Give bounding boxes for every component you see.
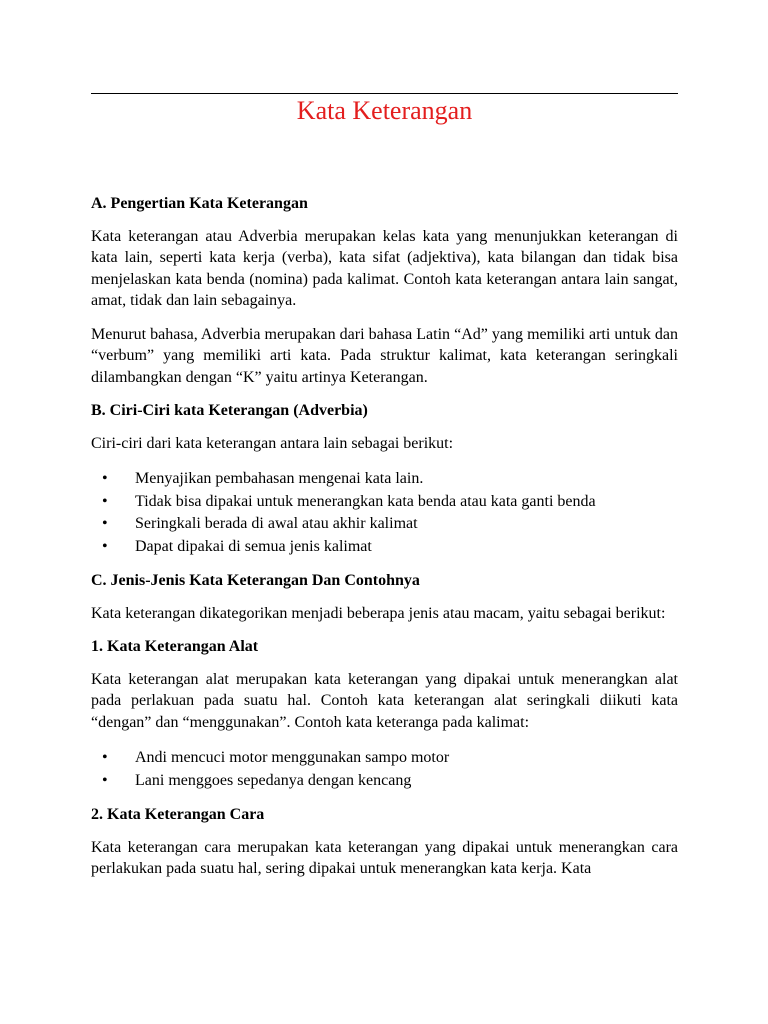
section-a-heading: A. Pengertian Kata Keterangan (91, 195, 308, 212)
bullet-icon: • (102, 492, 108, 510)
list-item: • Dapat dipakai di semua jenis kalimat (135, 536, 678, 559)
bullet-icon: • (102, 515, 108, 532)
list-item: • Andi mencuci motor menggunakan sampo motor (135, 747, 678, 770)
page-title: Kata Keterangan (296, 96, 473, 125)
bullet-icon: • (102, 771, 108, 789)
section-c1-list (91, 747, 678, 792)
document-body (91, 193, 678, 892)
section-a-paragraph-1: Kata keterangan atau Adverbia merupakan kelas kata yang menunjukkan keterangan di kata lain, seperti kata kerja (verba), kata sifat (adjektiva), kata bilangan dan tidak bisa menjelaskan kata benda (nomina) pada kalimat. Contoh kata keterangan antara lain sangat, amat, tidak dan lain sebagainya. (91, 227, 678, 309)
bullet-icon: • (102, 537, 108, 555)
list-item: • Menyajikan pembahasan mengenai kata lain. (135, 468, 678, 491)
bullet-icon: • (102, 749, 108, 766)
list-item: • Lani menggoes sepedanya dengan kencang (135, 770, 678, 793)
section-c2-paragraph: Kata keterangan cara merupakan kata keterangan yang dipakai untuk menerangkan cara perlakukan pada suatu hal, sering dipakai untuk menerangkan kata kerja. Kata (91, 838, 678, 877)
section-c2-heading: 2. Kata Keterangan Cara (91, 806, 265, 823)
section-c-heading: C. Jenis-Jenis Kata Keterangan Dan Contohnya (91, 572, 420, 589)
section-a-paragraph-2: Menurut bahasa, Adverbia merupakan dari bahasa Latin “Ad” yang memiliki arti untuk dan “verbum” yang memiliki arti kata. Pada struktur kalimat, kata keterangan seringkali dilambangkan dengan “K” yaitu artinya Keterangan. (91, 325, 678, 386)
section-b-intro: Ciri-ciri dari kata keterangan antara lain sebagai berikut: (91, 434, 454, 452)
section-b-heading: B. Ciri-Ciri kata Keterangan (Adverbia) (91, 402, 368, 419)
section-b-list (91, 468, 678, 558)
section-c1-paragraph: Kata keterangan alat merupakan kata keterangan yang dipakai untuk menerangkan alat pada perlakuan pada suatu hal. Contoh kata keterangan alat seringkali diikuti kata “dengan” dan “menggunakan”. Contoh kata keteranga pada kalimat: (91, 670, 678, 731)
section-c-intro: Kata keterangan dikategorikan menjadi beberapa jenis atau macam, yaitu sebagai berikut: (91, 604, 666, 622)
list-item: • Seringkali berada di awal atau akhir kalimat (135, 513, 678, 536)
bullet-icon: • (102, 470, 108, 487)
section-c1-heading: 1. Kata Keterangan Alat (91, 638, 259, 655)
list-item: • Tidak bisa dipakai untuk menerangkan kata benda atau kata ganti benda (135, 491, 678, 514)
